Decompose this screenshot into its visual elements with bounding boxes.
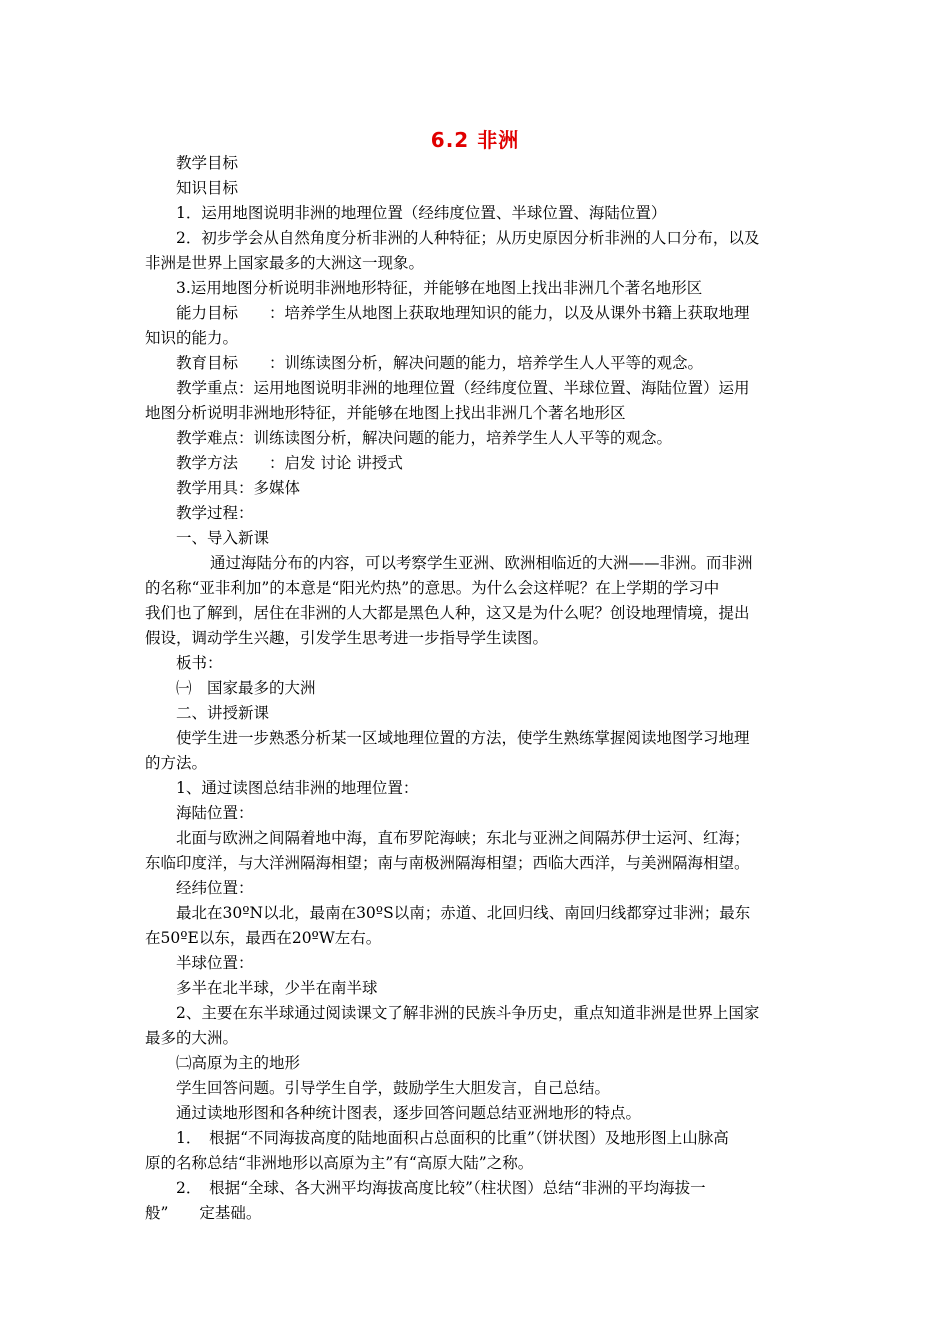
text-line: 教学用具：多媒体 bbox=[176, 479, 301, 497]
text-line: 多半在北半球，少半在南半球 bbox=[176, 979, 378, 997]
text-line: 经纬位置： bbox=[176, 879, 254, 897]
text-line: 1、通过读图总结非洲的地理位置： bbox=[176, 779, 419, 797]
text-line: 2．初步学会从自然角度分析非洲的人种特征；从历史原因分析非洲的人口分布，以及 bbox=[176, 229, 760, 247]
text-line: 2、主要在东半球通过阅读课文了解非洲的民族斗争历史，重点知道非洲是世界上国家 bbox=[176, 1004, 760, 1022]
text-line: 的名称“亚非利加”的本意是“阳光灼热”的意思。为什么会这样呢？在上学期的学习中 bbox=[145, 579, 720, 597]
text-line: 知识目标 bbox=[176, 179, 239, 197]
text-line: ㈡高原为主的地形 bbox=[176, 1054, 301, 1072]
text-line: 东临印度洋，与大洋洲隔海相望；南与南极洲隔海相望；西临大西洋，与美洲隔海相望。 bbox=[145, 854, 750, 872]
text-line: 北面与欧洲之间隔着地中海，直布罗陀海峡；东北与亚洲之间隔苏伊士运河、红海； bbox=[176, 829, 750, 847]
text-line: 我们也了解到，居住在非洲的人大都是黑色人种，这又是为什么呢？创设地理情境，提出 bbox=[145, 604, 750, 622]
text-line: 最北在30ºN以北，最南在30ºS以南；赤道、北回归线、南回归线都穿过非洲；最东 bbox=[176, 904, 751, 922]
document-title: 6.2 非洲 bbox=[430, 128, 520, 152]
text-line: 海陆位置： bbox=[176, 804, 254, 822]
text-line: 最多的大洲。 bbox=[145, 1029, 239, 1047]
text-line: 能力目标 ：培养学生从地图上获取地理知识的能力，以及从课外书籍上获取地理 bbox=[176, 304, 750, 322]
text-line: 非洲是世界上国家最多的大洲这一现象。 bbox=[145, 254, 425, 272]
text-line: 学生回答问题。引导学生自学，鼓励学生大胆发言，自己总结。 bbox=[176, 1079, 611, 1097]
text-line: 使学生进一步熟悉分析某一区域地理位置的方法，使学生熟练掌握阅读地图学习地理 bbox=[176, 729, 750, 747]
text-line: 原的名称总结“非洲地形以高原为主”有“高原大陆”之称。 bbox=[145, 1154, 534, 1172]
text-line: 的方法。 bbox=[145, 754, 208, 772]
text-line: 在50ºE以东，最西在20ºW左右。 bbox=[145, 929, 382, 947]
text-line: 二、讲授新课 bbox=[176, 704, 270, 722]
text-line: 一、导入新课 bbox=[176, 529, 270, 547]
text-line: 教学重点：运用地图说明非洲的地理位置（经纬度位置、半球位置、海陆位置）运用 bbox=[176, 379, 750, 397]
text-line: 2． 根据“全球、各大洲平均海拔高度比较”（柱状图）总结“非洲的平均海拔一 bbox=[176, 1179, 706, 1197]
text-line: 教学过程： bbox=[176, 504, 254, 522]
text-line: 教学目标 bbox=[176, 154, 239, 172]
text-line: 3.运用地图分析说明非洲地形特征，并能够在地图上找出非洲几个著名地形区 bbox=[176, 279, 703, 297]
text-line: 1． 根据“不同海拔高度的陆地面积占总面积的比重”（饼状图）及地形图上山脉高 bbox=[176, 1129, 729, 1147]
text-line: 知识的能力。 bbox=[145, 329, 239, 347]
text-line: 教学难点：训练读图分析，解决问题的能力，培养学生人人平等的观念。 bbox=[176, 429, 673, 447]
text-line: 地图分析说明非洲地形特征，并能够在地图上找出非洲几个著名地形区 bbox=[145, 404, 626, 422]
text-line: 1．运用地图说明非洲的地理位置（经纬度位置、半球位置、海陆位置） bbox=[176, 204, 667, 222]
text-line: 通过读地形图和各种统计图表，逐步回答问题总结亚洲地形的特点。 bbox=[176, 1104, 642, 1122]
text-line: 板书： bbox=[176, 654, 223, 672]
text-line: 教育目标 ：训练读图分析，解决问题的能力，培养学生人人平等的观念。 bbox=[176, 354, 704, 372]
text-line: 通过海陆分布的内容，可以考察学生亚洲、欧洲相临近的大洲——非洲。而非洲 bbox=[210, 554, 753, 572]
text-line: 半球位置： bbox=[176, 954, 254, 972]
text-line: 教学方法 ：启发 讨论 讲授式 bbox=[176, 454, 403, 472]
text-line: ㈠ 国家最多的大洲 bbox=[176, 679, 316, 697]
text-line: 假设，调动学生兴趣，引发学生思考进一步指导学生读图。 bbox=[145, 629, 549, 647]
text-line: 般” 定基础。 bbox=[145, 1204, 262, 1222]
